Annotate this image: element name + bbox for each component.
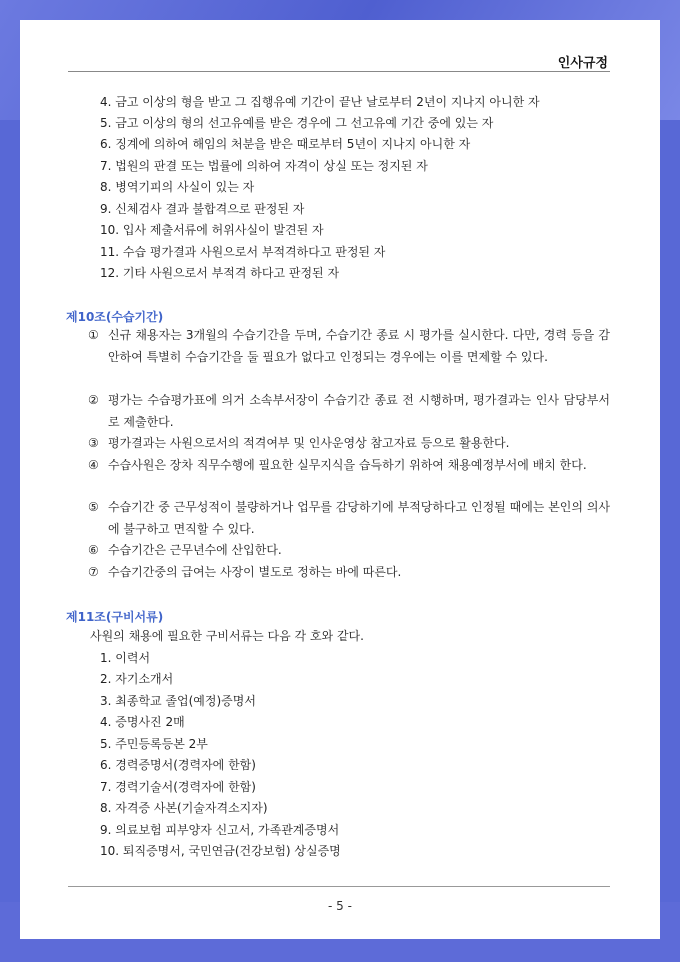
item-number: ⑦ <box>88 565 99 579</box>
document-list-item: 6. 경력증명서(경력자에 한함) <box>100 758 256 772</box>
article-10-item-1 <box>88 325 610 368</box>
list-item: 9. 신체검사 결과 불합격으로 판정된 자 <box>100 202 305 216</box>
article-10-title: 제10조(수습기간) <box>66 310 164 324</box>
article-10-item-5 <box>88 497 610 540</box>
document-page <box>20 20 660 939</box>
item-number: ⑤ <box>88 500 99 514</box>
article-11-intro: 사원의 채용에 필요한 구비서류는 다음 각 호와 같다. <box>90 629 364 643</box>
item-text: 수습기간중의 급여는 사장이 별도로 정하는 바에 따른다. <box>108 565 402 579</box>
item-number: ② <box>88 393 99 407</box>
document-list-item: 7. 경력기술서(경력자에 한함) <box>100 780 256 794</box>
list-item: 11. 수습 평가결과 사원으로서 부적격하다고 판정된 자 <box>100 245 386 259</box>
article-10-item-7 <box>88 562 610 584</box>
item-text: 수습기간은 근무년수에 산입한다. <box>108 543 282 557</box>
article-11-title: 제11조(구비서류) <box>66 610 164 624</box>
item-text: 평가는 수습평가표에 의거 소속부서장이 수습기간 종료 전 시행하며, 평가결과는 인사 담당부서로 제출한다. <box>108 393 610 429</box>
list-item: 5. 금고 이상의 형의 선고유예를 받은 경우에 그 선고유예 기간 중에 있는 자 <box>100 116 494 130</box>
article-10-item-6 <box>88 540 610 562</box>
document-list-item: 8. 자격증 사본(기술자격소지자) <box>100 801 268 815</box>
document-list-item: 5. 주민등록등본 2부 <box>100 737 208 751</box>
document-list-item: 9. 의료보험 피부양자 신고서, 가족관계증명서 <box>100 823 340 837</box>
item-text: 평가결과는 사원으로서의 적격여부 및 인사운영상 참고자료 등으로 활용한다. <box>108 436 510 450</box>
list-item: 12. 기타 사원으로서 부적격 하다고 판정된 자 <box>100 266 340 280</box>
list-item: 10. 입사 제출서류에 허위사실이 발견된 자 <box>100 223 324 237</box>
list-item: 4. 금고 이상의 형을 받고 그 집행유예 기간이 끝난 날로부터 2년이 지나지 아니한 자 <box>100 95 540 109</box>
header-divider <box>68 71 610 72</box>
document-list-item: 2. 자기소개서 <box>100 672 174 686</box>
page-number: - 5 - <box>328 899 352 913</box>
document-list-item: 3. 최종학교 졸업(예정)증명서 <box>100 694 256 708</box>
item-number: ① <box>88 328 99 342</box>
footer-divider <box>68 886 610 887</box>
item-number: ⑥ <box>88 543 99 557</box>
document-list-item: 1. 이력서 <box>100 651 151 665</box>
header-title: 인사규정 <box>557 56 608 71</box>
item-text: 신규 채용자는 3개월의 수습기간을 두며, 수습기간 종료 시 평가를 실시한다. 다만, 경력 등을 감안하여 특별히 수습기간을 둘 필요가 없다고 인정되는 경우에는 이를 면제할 수 있다. <box>108 328 610 364</box>
article-10-item-4 <box>88 455 610 477</box>
item-text: 수습사원은 장차 직무수행에 필요한 실무지식을 습득하기 위하여 채용예정부서에 배치 한다. <box>108 458 587 472</box>
list-item: 6. 징계에 의하여 해임의 처분을 받은 때로부터 5년이 지나지 아니한 자 <box>100 137 471 151</box>
list-item: 7. 법원의 판결 또는 법률에 의하여 자격이 상실 또는 정지된 자 <box>100 159 428 173</box>
document-list-item: 4. 증명사진 2매 <box>100 715 185 729</box>
article-10-item-2 <box>88 390 610 433</box>
list-item: 8. 병역기피의 사실이 있는 자 <box>100 180 255 194</box>
item-number: ④ <box>88 458 99 472</box>
document-list-item: 10. 퇴직증명서, 국민연금(건강보험) 상실증명 <box>100 844 341 858</box>
item-number: ③ <box>88 436 99 450</box>
article-10-item-3 <box>88 433 610 455</box>
item-text: 수습기간 중 근무성적이 불량하거나 업무를 감당하기에 부적당하다고 인정될 때에는 본인의 의사에 불구하고 면직할 수 있다. <box>108 500 610 536</box>
